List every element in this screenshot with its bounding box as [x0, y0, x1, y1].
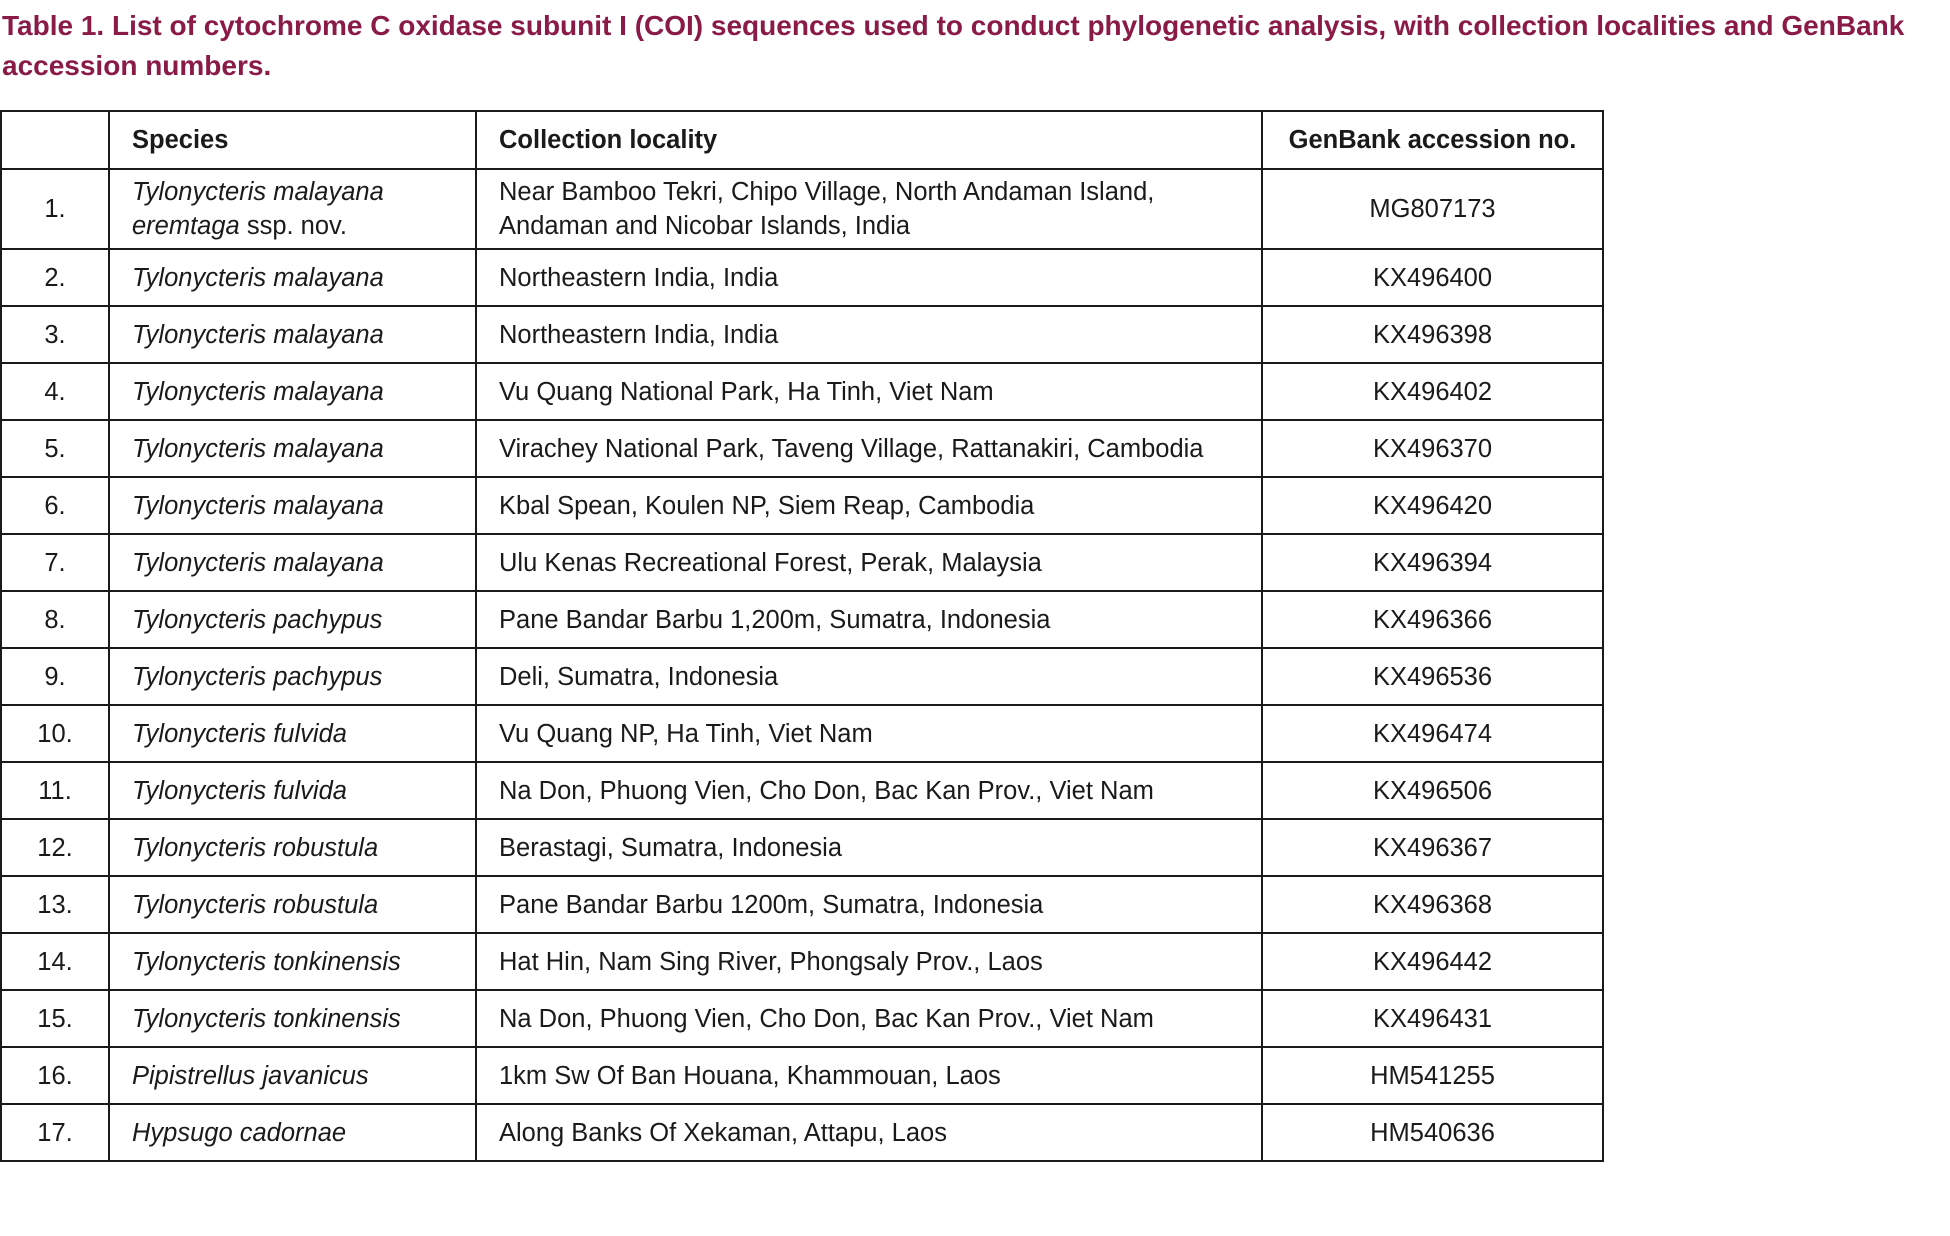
row-species: Tylonycteris robustula [109, 876, 476, 933]
row-locality: Northeastern India, India [476, 306, 1262, 363]
row-number: 14. [1, 933, 109, 990]
row-accession: KX496394 [1262, 534, 1603, 591]
table-row [1, 363, 1603, 420]
row-locality: 1km Sw Of Ban Houana, Khammouan, Laos [476, 1047, 1262, 1104]
row-number: 3. [1, 306, 109, 363]
row-species: Tylonycteris malayana [109, 534, 476, 591]
row-accession: KX496474 [1262, 705, 1603, 762]
row-accession: HM540636 [1262, 1104, 1603, 1161]
row-locality: Na Don, Phuong Vien, Cho Don, Bac Kan Prov., Viet Nam [476, 990, 1262, 1047]
table-caption: Table 1. List of cytochrome C oxidase subunit I (COI) sequences used to conduct phylogenetic analysis, with collection localities and GenBank accession numbers. [2, 10, 1905, 81]
row-locality: Deli, Sumatra, Indonesia [476, 648, 1262, 705]
row-number: 16. [1, 1047, 109, 1104]
row-locality [476, 169, 1262, 249]
subspecies-name: eremtaga [132, 212, 240, 240]
table-row [1, 933, 1603, 990]
row-locality: Kbal Spean, Koulen NP, Siem Reap, Cambodia [476, 477, 1262, 534]
table-row [1, 876, 1603, 933]
row-number: 12. [1, 819, 109, 876]
row-locality: Virachey National Park, Taveng Village, Rattanakiri, Cambodia [476, 420, 1262, 477]
table-row [1, 169, 1603, 249]
table-row [1, 591, 1603, 648]
row-accession: KX496368 [1262, 876, 1603, 933]
row-number: 9. [1, 648, 109, 705]
table-row [1, 1104, 1603, 1161]
row-number: 15. [1, 990, 109, 1047]
locality-line-2: Andaman and Nicobar Islands, India [499, 212, 911, 240]
row-number: 1. [1, 169, 109, 249]
table-row [1, 534, 1603, 591]
table-row [1, 762, 1603, 819]
row-number: 6. [1, 477, 109, 534]
row-accession: KX496420 [1262, 477, 1603, 534]
row-species: Tylonycteris malayana [109, 420, 476, 477]
row-species: Tylonycteris pachypus [109, 591, 476, 648]
table-row [1, 420, 1603, 477]
row-species: Hypsugo cadornae [109, 1104, 476, 1161]
table-row [1, 1047, 1603, 1104]
row-accession: KX496431 [1262, 990, 1603, 1047]
row-locality: Pane Bandar Barbu 1,200m, Sumatra, Indonesia [476, 591, 1262, 648]
row-locality: Northeastern India, India [476, 249, 1262, 306]
header-row [1, 111, 1603, 169]
row-accession: KX496366 [1262, 591, 1603, 648]
row-locality: Berastagi, Sumatra, Indonesia [476, 819, 1262, 876]
table-row [1, 477, 1603, 534]
table-row [1, 249, 1603, 306]
row-number: 13. [1, 876, 109, 933]
row-locality: Na Don, Phuong Vien, Cho Don, Bac Kan Prov., Viet Nam [476, 762, 1262, 819]
row-number: 2. [1, 249, 109, 306]
row-locality: Vu Quang National Park, Ha Tinh, Viet Nam [476, 363, 1262, 420]
header-accession: GenBank accession no. [1262, 111, 1603, 169]
row-accession: HM541255 [1262, 1047, 1603, 1104]
row-accession: KX496367 [1262, 819, 1603, 876]
table-row [1, 306, 1603, 363]
row-accession: KX496506 [1262, 762, 1603, 819]
row-accession: KX496402 [1262, 363, 1603, 420]
row-locality: Ulu Kenas Recreational Forest, Perak, Malaysia [476, 534, 1262, 591]
row-accession: MG807173 [1262, 169, 1603, 249]
row-locality: Vu Quang NP, Ha Tinh, Viet Nam [476, 705, 1262, 762]
row-number: 5. [1, 420, 109, 477]
row-species: Tylonycteris malayana [109, 249, 476, 306]
species-name: Tylonycteris malayana [132, 178, 384, 206]
subspecies-note: ssp. nov. [239, 212, 347, 240]
coi-sequence-table [0, 110, 1604, 1162]
row-accession: KX496398 [1262, 306, 1603, 363]
header-number [1, 111, 109, 169]
locality-line-1: Near Bamboo Tekri, Chipo Village, North Andaman Island, [499, 178, 1155, 206]
table-row [1, 648, 1603, 705]
row-number: 11. [1, 762, 109, 819]
row-number: 10. [1, 705, 109, 762]
table-header [1, 111, 1603, 169]
row-species: Tylonycteris fulvida [109, 705, 476, 762]
row-species: Tylonycteris malayana [109, 306, 476, 363]
row-species: Tylonycteris tonkinensis [109, 933, 476, 990]
row-accession: KX496442 [1262, 933, 1603, 990]
header-species: Species [109, 111, 476, 169]
row-species: Tylonycteris malayana [109, 477, 476, 534]
row-locality: Hat Hin, Nam Sing River, Phongsaly Prov., Laos [476, 933, 1262, 990]
row-number: 4. [1, 363, 109, 420]
header-locality: Collection locality [476, 111, 1262, 169]
table-row [1, 705, 1603, 762]
row-accession: KX496370 [1262, 420, 1603, 477]
row-species: Tylonycteris fulvida [109, 762, 476, 819]
row-species: Pipistrellus javanicus [109, 1047, 476, 1104]
row-number: 8. [1, 591, 109, 648]
row-number: 17. [1, 1104, 109, 1161]
row-species: Tylonycteris robustula [109, 819, 476, 876]
table-body [1, 169, 1603, 1161]
table-row [1, 819, 1603, 876]
row-species [109, 169, 476, 249]
row-species: Tylonycteris tonkinensis [109, 990, 476, 1047]
table-row [1, 990, 1603, 1047]
row-species: Tylonycteris pachypus [109, 648, 476, 705]
row-species: Tylonycteris malayana [109, 363, 476, 420]
row-accession: KX496536 [1262, 648, 1603, 705]
row-accession: KX496400 [1262, 249, 1603, 306]
row-number: 7. [1, 534, 109, 591]
row-locality: Pane Bandar Barbu 1200m, Sumatra, Indonesia [476, 876, 1262, 933]
row-locality: Along Banks Of Xekaman, Attapu, Laos [476, 1104, 1262, 1161]
